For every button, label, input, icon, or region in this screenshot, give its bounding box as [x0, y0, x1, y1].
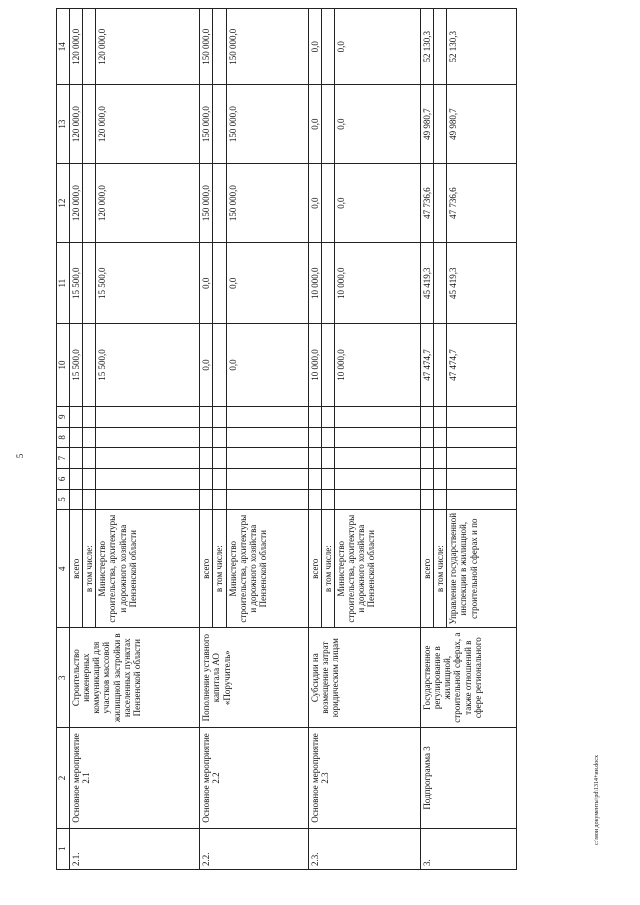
value-cell-11: 45 419,3: [447, 243, 517, 324]
value-cell-12: 0,0: [308, 163, 321, 243]
table-row: [308, 9, 321, 870]
empty-cell: [420, 489, 433, 510]
value-cell-14: [213, 9, 226, 85]
value-cell-13: [83, 85, 96, 163]
value-cell-10: 47 474,7: [447, 324, 517, 407]
value-cell-11: [434, 243, 447, 324]
empty-cell: [447, 427, 517, 448]
section-name: Основное мероприятие 2.2: [200, 728, 308, 828]
value-cell-11: 10 000,0: [334, 243, 420, 324]
value-cell-13: [434, 85, 447, 163]
empty-cell: [70, 468, 83, 489]
value-cell-11: 15 500,0: [70, 243, 83, 324]
section-number: 2.3.: [308, 828, 420, 869]
empty-cell: [200, 406, 213, 427]
value-cell-11: [213, 243, 226, 324]
funding-source-label: Министерство строительства, архитектуры и дорожного хозяйства Пензенской области: [96, 510, 200, 628]
header-cell: 12: [57, 163, 70, 243]
empty-cell: [226, 406, 308, 427]
value-cell-13: 150 000,0: [200, 85, 213, 163]
header-cell: 11: [57, 243, 70, 324]
empty-cell: [226, 468, 308, 489]
header-cell: 10: [57, 324, 70, 407]
header-row: [57, 9, 70, 870]
empty-cell: [96, 427, 200, 448]
value-cell-13: [213, 85, 226, 163]
header-cell: 8: [57, 427, 70, 448]
table-row: [70, 9, 83, 870]
value-cell-11: [83, 243, 96, 324]
funding-source-label: в том числе:: [434, 510, 447, 628]
header-cell: 4: [57, 510, 70, 628]
empty-cell: [308, 427, 321, 448]
empty-cell: [447, 468, 517, 489]
empty-cell: [83, 427, 96, 448]
header-cell: 14: [57, 9, 70, 85]
empty-cell: [200, 448, 213, 469]
value-cell-14: 150 000,0: [200, 9, 213, 85]
empty-cell: [334, 489, 420, 510]
funding-source-label: всего: [70, 510, 83, 628]
empty-cell: [321, 406, 334, 427]
empty-cell: [308, 406, 321, 427]
empty-cell: [420, 468, 433, 489]
empty-cell: [213, 448, 226, 469]
value-cell-12: [213, 163, 226, 243]
value-cell-12: [83, 163, 96, 243]
table-row: [200, 9, 213, 870]
value-cell-12: 120 000,0: [70, 163, 83, 243]
value-cell-12: 47 736,6: [420, 163, 433, 243]
header-cell: 6: [57, 468, 70, 489]
header-cell: 5: [57, 489, 70, 510]
value-cell-13: 150 000,0: [226, 85, 308, 163]
empty-cell: [420, 448, 433, 469]
value-cell-14: 120 000,0: [70, 9, 83, 85]
section-number: 2.1.: [70, 828, 200, 869]
value-cell-11: 45 419,3: [420, 243, 433, 324]
empty-cell: [226, 448, 308, 469]
empty-cell: [70, 406, 83, 427]
value-cell-13: 0,0: [308, 85, 321, 163]
empty-cell: [334, 468, 420, 489]
value-cell-10: [321, 324, 334, 407]
empty-cell: [213, 468, 226, 489]
funding-source-label: Министерство строительства, архитектуры и дорожного хозяйства Пензенской области: [226, 510, 308, 628]
empty-cell: [321, 489, 334, 510]
funding-source-label: Министерство строительства, архитектуры и дорожного хозяйства Пензенской области: [334, 510, 420, 628]
empty-cell: [334, 427, 420, 448]
empty-cell: [213, 427, 226, 448]
value-cell-10: 47 474,7: [420, 324, 433, 407]
section-name: Подпрограмма 3: [420, 728, 516, 828]
empty-cell: [83, 489, 96, 510]
value-cell-14: 120 000,0: [96, 9, 200, 85]
value-cell-10: [434, 324, 447, 407]
value-cell-13: 120 000,0: [96, 85, 200, 163]
funding-source-label: в том числе:: [321, 510, 334, 628]
page-number: 5: [15, 453, 25, 459]
value-cell-11: 0,0: [226, 243, 308, 324]
value-cell-12: 120 000,0: [96, 163, 200, 243]
empty-cell: [434, 427, 447, 448]
program-financing-table: [56, 8, 517, 870]
header-cell: 13: [57, 85, 70, 163]
empty-cell: [226, 427, 308, 448]
value-cell-12: [434, 163, 447, 243]
empty-cell: [434, 448, 447, 469]
value-cell-10: [83, 324, 96, 407]
section-title: Государственное регулирование в жилищной, строительной сферах, а также отношений в сфере регионального: [420, 628, 516, 728]
section-number: 2.2.: [200, 828, 308, 869]
empty-cell: [83, 448, 96, 469]
section-name: Основное мероприятие 2.1: [70, 728, 200, 828]
empty-cell: [70, 489, 83, 510]
header-cell: 3: [57, 628, 70, 728]
value-cell-14: 0,0: [334, 9, 420, 85]
empty-cell: [420, 427, 433, 448]
value-cell-11: 10 000,0: [308, 243, 321, 324]
value-cell-10: [213, 324, 226, 407]
value-cell-10: 15 500,0: [96, 324, 200, 407]
empty-cell: [200, 489, 213, 510]
value-cell-11: 15 500,0: [96, 243, 200, 324]
value-cell-10: 10 000,0: [334, 324, 420, 407]
empty-cell: [434, 406, 447, 427]
value-cell-11: [321, 243, 334, 324]
empty-cell: [200, 468, 213, 489]
value-cell-14: 0,0: [308, 9, 321, 85]
empty-cell: [321, 448, 334, 469]
value-cell-14: [321, 9, 334, 85]
section-number: 3.: [420, 828, 516, 869]
empty-cell: [200, 427, 213, 448]
empty-cell: [321, 468, 334, 489]
empty-cell: [447, 406, 517, 427]
empty-cell: [434, 468, 447, 489]
empty-cell: [334, 448, 420, 469]
value-cell-14: 52 130,3: [420, 9, 433, 85]
empty-cell: [70, 448, 83, 469]
header-cell: 1: [57, 828, 70, 869]
empty-cell: [321, 427, 334, 448]
value-cell-11: 0,0: [200, 243, 213, 324]
value-cell-12: [321, 163, 334, 243]
section-title: Субсидии на возмещение затрат юридическим лицам: [308, 628, 420, 728]
value-cell-10: 0,0: [200, 324, 213, 407]
funding-source-label: всего: [420, 510, 433, 628]
empty-cell: [334, 406, 420, 427]
value-cell-10: 10 000,0: [308, 324, 321, 407]
value-cell-10: 0,0: [226, 324, 308, 407]
empty-cell: [447, 489, 517, 510]
value-cell-14: [83, 9, 96, 85]
empty-cell: [96, 489, 200, 510]
table-row: [420, 9, 433, 870]
value-cell-14: 150 000,0: [226, 9, 308, 85]
footer-file-path: c:\мои документы\pd\1314+ин.docx: [594, 755, 600, 845]
header-cell: 7: [57, 448, 70, 469]
empty-cell: [447, 448, 517, 469]
section-title: Строительство инженерных коммуникаций для участков массовой жилищной застройки в населенных пунктах Пензенской области: [70, 628, 200, 728]
rotated-table-wrapper: [56, 8, 591, 870]
value-cell-12: 0,0: [334, 163, 420, 243]
empty-cell: [213, 489, 226, 510]
empty-cell: [83, 468, 96, 489]
value-cell-13: 49 980,7: [447, 85, 517, 163]
empty-cell: [308, 489, 321, 510]
value-cell-13: 0,0: [334, 85, 420, 163]
value-cell-12: 150 000,0: [226, 163, 308, 243]
funding-source-label: всего: [308, 510, 321, 628]
value-cell-13: [321, 85, 334, 163]
value-cell-10: 15 500,0: [70, 324, 83, 407]
value-cell-12: 150 000,0: [200, 163, 213, 243]
empty-cell: [213, 406, 226, 427]
funding-source-label: в том числе:: [213, 510, 226, 628]
empty-cell: [70, 427, 83, 448]
value-cell-14: [434, 9, 447, 85]
empty-cell: [96, 468, 200, 489]
empty-cell: [308, 468, 321, 489]
funding-source-label: Управление государственной инспекции в жилищной, строительной сферах и по: [447, 510, 517, 628]
value-cell-13: 49 980,7: [420, 85, 433, 163]
empty-cell: [420, 406, 433, 427]
empty-cell: [96, 448, 200, 469]
section-title: Пополнение уставного капитала АО «Поручитель»: [200, 628, 308, 728]
funding-source-label: всего: [200, 510, 213, 628]
empty-cell: [96, 406, 200, 427]
header-cell: 2: [57, 728, 70, 828]
value-cell-13: 120 000,0: [70, 85, 83, 163]
value-cell-14: 52 130,3: [447, 9, 517, 85]
value-cell-12: 47 736,6: [447, 163, 517, 243]
empty-cell: [434, 489, 447, 510]
funding-source-label: в том числе:: [83, 510, 96, 628]
empty-cell: [308, 448, 321, 469]
empty-cell: [226, 489, 308, 510]
empty-cell: [83, 406, 96, 427]
section-name: Основное мероприятие 2.3: [308, 728, 420, 828]
header-cell: 9: [57, 406, 70, 427]
